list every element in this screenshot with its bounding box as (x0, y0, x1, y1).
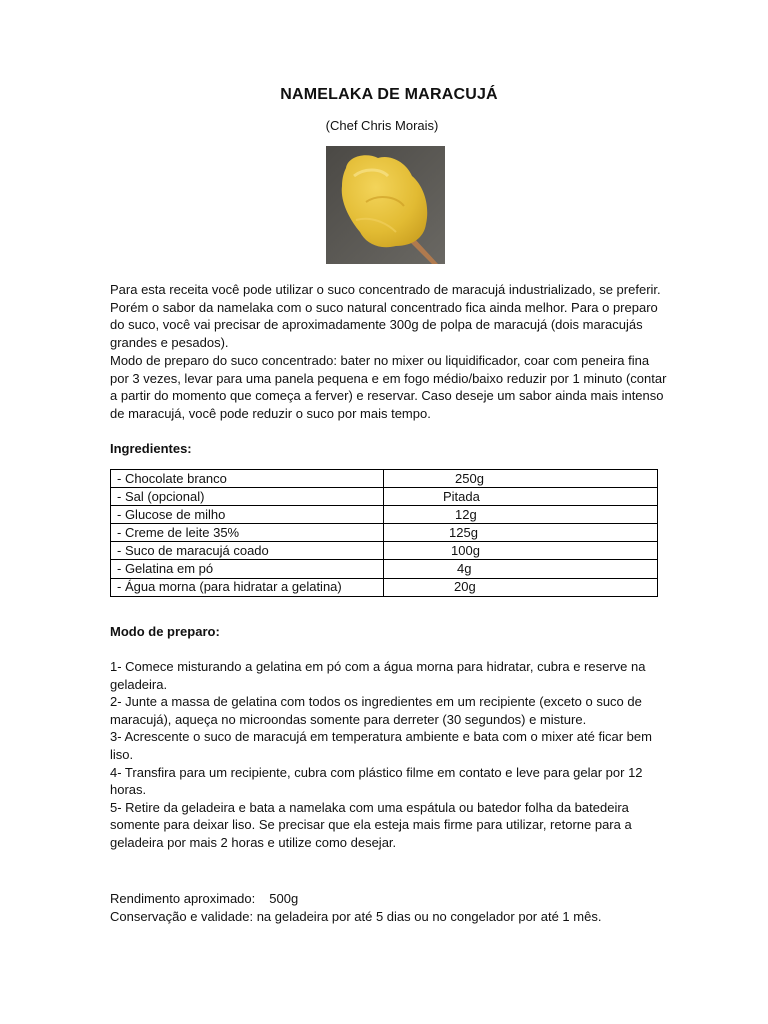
recipe-footer (110, 890, 670, 925)
ingredient-qty: 100g (451, 542, 480, 558)
ingredient-name: - Água morna (para hidratar a gelatina) (111, 578, 384, 596)
yield-label: Rendimento aproximado: (110, 891, 256, 906)
method-step: 3- Acrescente o suco de maracujá em temperatura ambiente e bata com o mixer até ficar bem liso. (110, 729, 652, 762)
table-row (111, 524, 658, 542)
method-steps (110, 658, 670, 852)
ingredient-qty: 250g (455, 470, 484, 486)
ingredient-qty: 4g (457, 561, 472, 577)
method-heading: Modo de preparo: (110, 624, 220, 639)
ingredient-name: - Glucose de milho (111, 506, 384, 524)
intro-text (110, 281, 670, 423)
ingredient-qty: Pitada (443, 488, 480, 504)
ingredients-heading: Ingredientes: (110, 441, 192, 456)
table-row (111, 488, 658, 506)
table-row (111, 560, 658, 578)
namelaka-photo (326, 146, 445, 264)
recipe-title: NAMELAKA DE MARACUJÁ (280, 86, 498, 103)
ingredient-name: - Creme de leite 35% (111, 524, 384, 542)
ingredients-table (110, 469, 658, 597)
ingredient-name: - Sal (opcional) (111, 488, 384, 506)
table-row (111, 578, 658, 596)
method-step: 5- Retire da geladeira e bata a namelaka com uma espátula ou batedor folha da batedeira somente para deixar liso. Se precisar que ela esteja mais firme para utilizar, retorne para a geladeira por mais 2 horas e utilize como desejar. (110, 799, 632, 850)
yield-line (110, 890, 670, 908)
intro-paragraph: Para esta receita você pode utilizar o suco concentrado de maracujá industrializado, se preferir. Porém o sabor da namelaka com o suco natural concentrado fica ainda melhor. Para o preparo do suco, você vai precisar de aproximadamente 300g de polpa de maracujá (dois maracujás grandes e pesados). (110, 282, 661, 351)
table-row (111, 506, 658, 524)
conservation-line: Conservação e validade: na geladeira por até 5 dias ou no congelador por até 1 mês. (110, 908, 602, 924)
namelaka-photo-illustration (326, 146, 445, 264)
ingredient-name: - Suco de maracujá coado (111, 542, 384, 560)
method-step: 2- Junte a massa de gelatina com todos os ingredientes em um recipiente (exceto o suco de maracujá), aqueça no microondas somente para derreter (30 segundos) e misture. (110, 694, 642, 727)
ingredient-qty: 12g (455, 506, 477, 522)
method-step: 4- Transfira para um recipiente, cubra com plástico filme em contato e leve para gelar por 12 horas. (110, 764, 643, 798)
intro-paragraph: Modo de preparo do suco concentrado: bater no mixer ou liquidificador, coar com peneira fina por 3 vezes, levar para uma panela pequena e em fogo médio/baixo reduzir por 1 minuto (contar a partir do momento que começa a ferver) e reservar. Caso deseje um sabor ainda mais intenso de maracujá, você pode reduzir o suco por mais tempo. (110, 352, 667, 421)
ingredient-qty: 20g (454, 579, 476, 595)
recipe-author: (Chef Chris Morais) (325, 118, 439, 133)
method-step: 1- Comece misturando a gelatina em pó com a água morna para hidratar, cubra e reserve na geladeira. (110, 659, 646, 692)
table-row (111, 542, 658, 560)
ingredient-name: - Chocolate branco (111, 470, 384, 488)
yield-value: 500g (269, 891, 299, 906)
ingredient-name: - Gelatina em pó (111, 560, 384, 578)
ingredient-qty: 125g (449, 524, 478, 540)
table-row (111, 470, 658, 488)
